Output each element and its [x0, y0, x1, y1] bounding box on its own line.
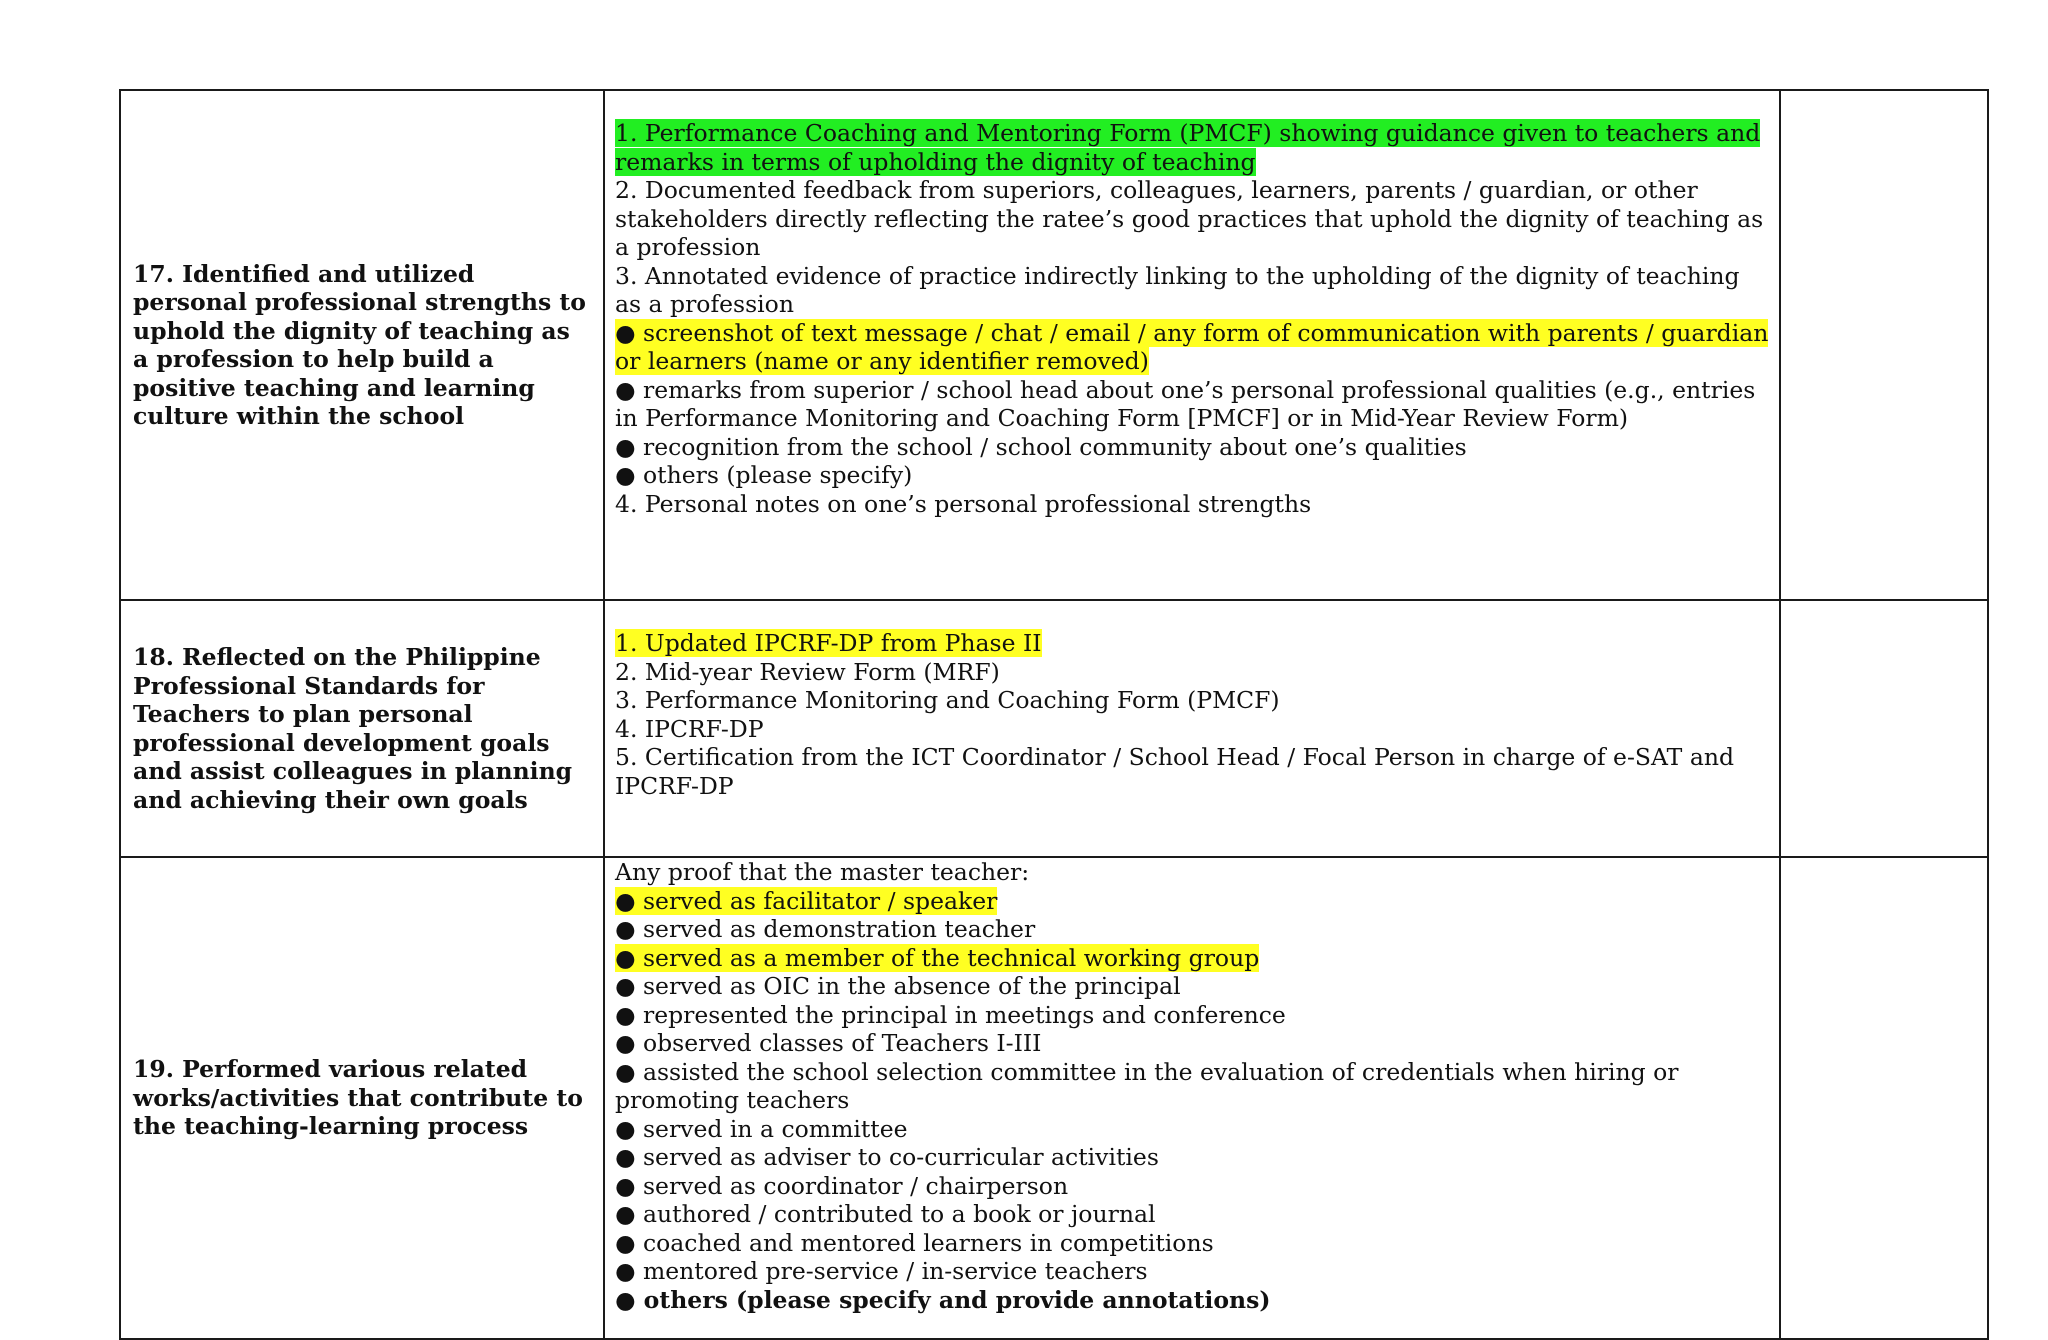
evidence-item-19-13: ● mentored pre-service / in-service teachers — [615, 1257, 1148, 1285]
rating-cell-18 — [1780, 600, 1988, 857]
evidence-item-19-2: ● served as demonstration teacher — [615, 915, 1036, 943]
evidence-item-19-8: ● served in a committee — [615, 1114, 908, 1143]
criterion-text-17: 17. Identified and utilized personal professional strengths to uphold the dignity of teaching as a profession to help build a positive teaching and learning culture within the school — [133, 259, 586, 430]
evidence-cell-18 — [604, 600, 1780, 857]
criterion-cell-17 — [120, 90, 604, 600]
evidence-item-19-7: ● assisted the school selection committee in the evaluation of credentials when hiring or promoting teachers — [615, 1057, 1679, 1114]
criterion-text-19: 19. Performed various related works/activities that contribute to the teaching-learning process — [133, 1055, 583, 1141]
evidence-item-17-2: 2. Documented feedback from superiors, colleagues, learners, parents / guardian, or other stakeholders directly reflecting the ratee’s good practices that uphold the dignity of teaching as a profession — [615, 176, 1764, 261]
table-row-18 — [120, 600, 1988, 857]
table-row-19 — [120, 857, 1988, 1339]
criterion-cell-19 — [120, 857, 604, 1339]
evidence-item-19-3: ● served as a member of the technical working group — [615, 943, 1260, 972]
evidence-item-19-12: ● coached and mentored learners in competitions — [615, 1228, 1214, 1257]
evidence-item-19-0: Any proof that the master teacher: — [615, 858, 1030, 886]
evidence-item-17-3: 3. Annotated evidence of practice indirectly linking to the upholding of the dignity of teaching as a profession — [615, 261, 1740, 318]
evidence-item-19-10: ● served as coordinator / chairperson — [615, 1171, 1069, 1200]
evidence-item-18-4: 4. IPCRF-DP — [615, 714, 764, 743]
evidence-item-19-11: ● authored / contributed to a book or journal — [615, 1200, 1156, 1228]
evidence-item-17-8: 4. Personal notes on one’s personal professional strengths — [615, 489, 1312, 518]
evidence-item-17-6: ● recognition from the school / school community about one’s qualities — [615, 432, 1467, 461]
evidence-item-18-1: 1. Updated IPCRF-DP from Phase II — [615, 629, 1042, 657]
evidence-item-19-5: ● represented the principal in meetings and conference — [615, 1000, 1286, 1029]
evidence-item-19-9: ● served as adviser to co-curricular activities — [615, 1143, 1159, 1171]
evidence-cell-17 — [604, 90, 1780, 600]
evidence-item-17-4: ● screenshot of text message / chat / email / any form of communication with parents / guardian or learners (name or any identifier removed) — [615, 318, 1769, 375]
criterion-cell-18 — [120, 600, 604, 857]
evidence-cell-19 — [604, 857, 1780, 1339]
evidence-item-18-2: 2. Mid-year Review Form (MRF) — [615, 657, 1000, 686]
evidence-item-19-4: ● served as OIC in the absence of the principal — [615, 972, 1181, 1000]
evidence-item-17-1: 1. Performance Coaching and Mentoring Form (PMCF) showing guidance given to teachers and remarks in terms of upholding the dignity of teaching — [615, 119, 1761, 176]
evidence-item-17-7: ● others (please specify) — [615, 461, 913, 489]
evidence-item-19-6: ● observed classes of Teachers I-III — [615, 1029, 1042, 1057]
evidence-item-17-5: ● remarks from superior / school head about one’s personal professional qualities (e.g., entries in Performance Monitoring and Coaching Form [PMCF] or in Mid-Year Review Form) — [615, 375, 1756, 432]
evidence-item-19-1: ● served as facilitator / speaker — [615, 886, 998, 915]
evidence-item-18-3: 3. Performance Monitoring and Coaching Form (PMCF) — [615, 686, 1280, 714]
criteria-table — [119, 89, 1989, 1340]
table-row-17 — [120, 90, 1988, 600]
evidence-item-19-14: ● others (please specify and provide annotations) — [615, 1285, 1271, 1314]
rating-cell-17 — [1780, 90, 1988, 600]
rating-cell-19 — [1780, 857, 1988, 1339]
evidence-item-18-5: 5. Certification from the ICT Coordinator / School Head / Focal Person in charge of e-SAT and IPCRF-DP — [615, 743, 1735, 800]
criterion-text-18: 18. Reflected on the Philippine Professional Standards for Teachers to plan personal professional development goals and assist colleagues in planning and achieving their own goals — [133, 643, 573, 814]
